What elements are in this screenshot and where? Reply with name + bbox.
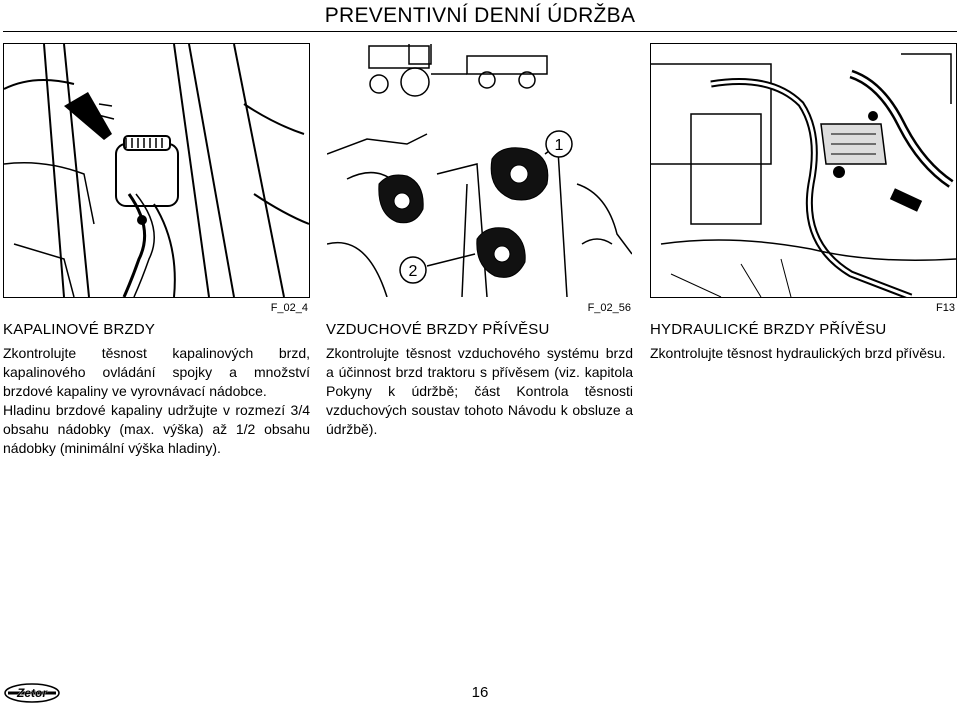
hydraulic-brake-hoses-illustration xyxy=(650,43,957,298)
callout-1: 1 xyxy=(554,137,564,154)
logo-text: Zetor xyxy=(17,686,47,700)
figure-code: F_02_56 xyxy=(587,302,631,314)
section-hydraulic-brakes xyxy=(650,43,957,363)
figure-code: F13 xyxy=(936,302,955,314)
paragraph: Hladinu brzdové kapaliny udržujte v rozmezí 3/4 obsahu nádobky (max. výška) až 1/2 obsahu nádobky (minimální výška hladiny). xyxy=(3,402,310,456)
section-heading: VZDUCHOVÉ BRZDY PŘÍVĚSU xyxy=(326,321,550,338)
section-body xyxy=(650,344,957,363)
section-air-brakes xyxy=(326,43,633,439)
title-divider xyxy=(3,31,957,32)
section-body xyxy=(3,344,310,458)
page-number: 16 xyxy=(471,684,489,701)
section-heading: HYDRAULICKÉ BRZDY PŘÍVĚSU xyxy=(650,321,887,338)
section-fluid-brakes xyxy=(3,43,310,458)
section-heading: KAPALINOVÉ BRZDY xyxy=(3,321,156,338)
brake-fluid-reservoir-illustration xyxy=(3,43,310,298)
paragraph: Zkontrolujte těsnost hydraulických brzd přívěsu. xyxy=(650,345,946,361)
section-body xyxy=(326,344,633,439)
callout-2: 2 xyxy=(408,263,418,280)
paragraph: Zkontrolujte těsnost vzduchového systému brzd a účinnost brzd traktoru s přívěsem (viz. kapitola Pokyny k údržbě; část Kontrola těsnosti vzduchových soustav tohoto Návodu k obsluze a údržbě). xyxy=(326,345,633,437)
paragraph: Zkontrolujte těsnost kapalinových brzd, kapalinového ovládání spojky a množství brzdové kapaliny ve vyrovnávací nádobce. xyxy=(3,345,310,399)
air-brake-couplings-illustration xyxy=(326,43,633,298)
figure-code: F_02_4 xyxy=(270,302,308,314)
page-title: PREVENTIVNÍ DENNÍ ÚDRŽBA xyxy=(324,4,636,27)
